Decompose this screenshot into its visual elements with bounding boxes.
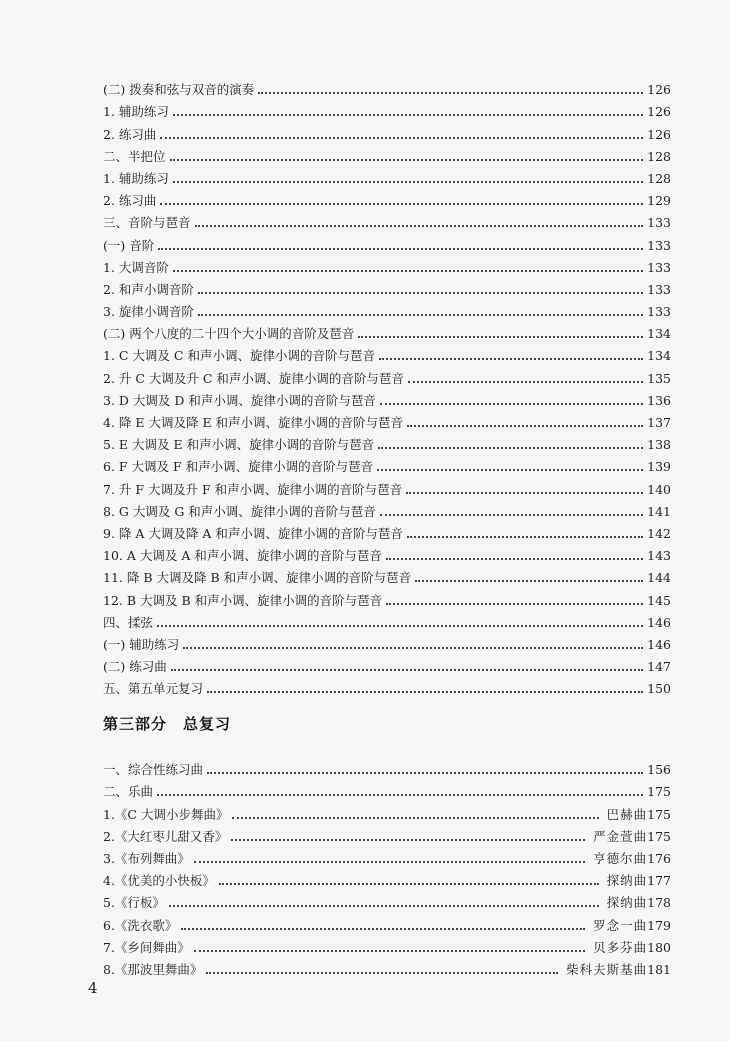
toc-entry-page: 137 — [647, 415, 671, 430]
toc-entry-label: 1. 辅助练习 — [103, 104, 169, 120]
toc-entry — [103, 209, 671, 231]
toc-entry-label: 5. E 大调及 E 和声小调、旋律小调的音阶与琶音 — [103, 437, 375, 453]
dot-leader — [198, 291, 643, 294]
toc-entry — [103, 586, 671, 608]
dot-leader — [358, 335, 643, 338]
toc-part-two — [103, 756, 671, 978]
toc-entry-page: 126 — [647, 82, 671, 98]
toc-entry-label: 二、乐曲 — [103, 784, 154, 800]
toc-entry-label: 5.《行板》 — [103, 895, 165, 911]
toc-entry — [103, 675, 671, 697]
dot-leader — [377, 468, 643, 471]
toc-entry-label: 1. 辅助练习 — [103, 170, 169, 186]
toc-entry-label: 1.《C 大调小步舞曲》 — [103, 806, 229, 822]
dot-leader — [181, 927, 585, 930]
toc-entry-page: 180 — [647, 939, 671, 955]
dot-leader — [407, 535, 643, 538]
toc-part-one — [103, 76, 671, 697]
dot-leader — [219, 882, 599, 885]
toc-entry-page: 133 — [647, 304, 671, 320]
toc-entry-label: 2.《大红枣儿甜又香》 — [103, 828, 228, 844]
toc-entry-composer: 亨德尔曲 — [593, 850, 648, 866]
toc-entry-label: 10. A 大调及 A 和声小调、旋律小调的音阶与琶音 — [103, 548, 382, 564]
dot-leader — [408, 380, 643, 383]
toc-entry-page: 179 — [647, 917, 671, 933]
toc-entry-label: 7. 升 F 大调及升 F 和声小调、旋律小调的音阶与琶音 — [103, 481, 403, 497]
toc-entry-composer: 探纳曲 — [606, 873, 648, 889]
dot-leader — [157, 793, 643, 796]
dot-leader — [171, 668, 643, 671]
toc-entry-page: 150 — [647, 681, 671, 697]
dot-leader — [407, 424, 643, 427]
toc-entry — [103, 564, 671, 586]
toc-entry-label: (一) 辅助练习 — [103, 636, 180, 652]
dot-leader — [380, 513, 643, 516]
toc-entry-label: (一) 音阶 — [103, 237, 155, 253]
toc-entry — [103, 653, 671, 675]
toc-entry — [103, 342, 671, 364]
dot-leader — [173, 180, 643, 183]
toc-entry — [103, 276, 671, 298]
toc-entry-page: 142 — [647, 525, 671, 541]
toc-entry — [103, 956, 671, 978]
toc-entry-page: 128 — [647, 170, 671, 186]
toc-entry-label: (二) 练习曲 — [103, 659, 167, 675]
dot-leader — [386, 557, 643, 560]
toc-entry-label: (二) 拨奏和弦与双音的演奏 — [103, 82, 255, 98]
toc-entry-page: 136 — [647, 392, 671, 408]
dot-leader — [207, 771, 643, 774]
toc-entry-label: 2. 升 C 大调及升 C 和声小调、旋律小调的音阶与琶音 — [103, 370, 404, 386]
toc-entry — [103, 120, 671, 142]
toc-entry — [103, 934, 671, 956]
toc-entry-page: 135 — [647, 370, 671, 386]
toc-entry — [103, 431, 671, 453]
toc-entry-label: 12. B 大调及 B 和声小调、旋律小调的音阶与琶音 — [103, 592, 383, 608]
toc-entry-page: 177 — [647, 873, 671, 889]
toc-entry — [103, 364, 671, 386]
toc-entry-page: 134 — [647, 348, 671, 364]
dot-leader — [194, 949, 585, 952]
toc-entry-page: 143 — [647, 548, 671, 564]
toc-entry-label: 4. 降 E 大调及降 E 和声小调、旋律小调的音阶与琶音 — [103, 415, 404, 430]
toc-entry — [103, 76, 671, 98]
toc-entry — [103, 609, 671, 631]
page-number: 4 — [88, 979, 98, 997]
toc-entry — [103, 165, 671, 187]
toc-entry-composer: 贝多芬曲 — [593, 939, 648, 955]
toc-entry-label: 6.《洗衣歌》 — [103, 917, 178, 933]
toc-entry-page: 126 — [647, 126, 671, 142]
toc-entry-label: 9. 降 A 大调及降 A 和声小调、旋律小调的音阶与琶音 — [103, 525, 403, 541]
dot-leader — [206, 971, 558, 974]
toc-entry-page: 141 — [647, 503, 671, 519]
toc-entry-label: 11. 降 B 大调及降 B 和声小调、旋律小调的音阶与琶音 — [103, 570, 412, 586]
toc-entry-page: 138 — [647, 437, 671, 453]
toc-entry-page: 178 — [647, 895, 671, 911]
toc-entry-composer: 探纳曲 — [606, 895, 648, 911]
dot-leader — [183, 646, 643, 649]
toc-entry-page: 140 — [647, 481, 671, 497]
toc-entry-page: 175 — [647, 806, 671, 822]
toc-entry-label: 2. 练习曲 — [103, 193, 157, 209]
toc-entry-page: 181 — [647, 961, 671, 977]
dot-leader — [160, 202, 643, 205]
toc-entry — [103, 409, 671, 431]
toc-entry — [103, 254, 671, 276]
dot-leader — [207, 690, 643, 693]
toc-entry-label: 3.《布列舞曲》 — [103, 850, 190, 866]
dot-leader — [378, 446, 643, 449]
dot-leader — [169, 904, 599, 907]
toc-entry — [103, 800, 671, 822]
toc-entry — [103, 520, 671, 542]
toc-entry-page: 175 — [647, 828, 671, 844]
toc-entry-label: 四、揉弦 — [103, 614, 154, 630]
toc-entry-label: 2. 练习曲 — [103, 126, 157, 142]
dot-leader — [157, 624, 643, 627]
toc-entry-label: 4.《优美的小快板》 — [103, 873, 215, 889]
toc-entry — [103, 778, 671, 800]
dot-leader — [160, 136, 643, 139]
toc-entry-composer: 柴科夫斯基曲 — [566, 961, 648, 977]
toc-entry-composer: 巴赫曲 — [606, 806, 648, 822]
dot-leader — [173, 113, 643, 116]
toc-entry-page: 175 — [647, 784, 671, 800]
toc-entry-label: 8. G 大调及 G 和声小调、旋律小调的音阶与琶音 — [103, 503, 376, 519]
toc-entry — [103, 867, 671, 889]
toc-entry — [103, 542, 671, 564]
toc-entry-page: 129 — [647, 193, 671, 209]
toc-entry-page: 134 — [647, 326, 671, 342]
toc-entry-page: 145 — [647, 592, 671, 608]
toc-entry-label: 2. 和声小调音阶 — [103, 281, 194, 297]
toc-entry-label: (二) 两个八度的二十四个大小调的音阶及琶音 — [103, 326, 355, 342]
dot-leader — [170, 158, 644, 161]
toc-entry — [103, 475, 671, 497]
toc-entry — [103, 143, 671, 165]
toc-entry-label: 1. 大调音阶 — [103, 259, 169, 275]
toc-entry — [103, 498, 671, 520]
toc-entry-page: 128 — [647, 148, 671, 164]
dot-leader — [198, 313, 643, 316]
toc-entry-label: 3. 旋律小调音阶 — [103, 304, 194, 320]
toc-entry — [103, 187, 671, 209]
dot-leader — [173, 269, 643, 272]
toc-entry — [103, 631, 671, 653]
toc-entry — [103, 756, 671, 778]
toc-entry — [103, 98, 671, 120]
toc-entry — [103, 387, 671, 409]
toc-entry — [103, 231, 671, 253]
section-title: 第三部分 总复习 — [103, 715, 232, 733]
toc-entry — [103, 453, 671, 475]
toc-entry-label: 8.《那波里舞曲》 — [103, 961, 203, 977]
toc-entry-page: 126 — [647, 104, 671, 120]
toc-entry-label: 五、第五单元复习 — [103, 681, 204, 697]
toc-entry-page: 146 — [647, 636, 671, 652]
toc-entry-page: 133 — [647, 237, 671, 253]
dot-leader — [195, 224, 644, 227]
toc-entry-page: 176 — [647, 850, 671, 866]
toc-entry-label: 二、半把位 — [103, 148, 166, 164]
dot-leader — [232, 816, 598, 819]
dot-leader — [379, 357, 643, 360]
toc-entry-composer: 罗念一曲 — [593, 917, 648, 933]
toc-entry — [103, 889, 671, 911]
dot-leader — [194, 860, 585, 863]
toc-entry-page: 146 — [647, 614, 671, 630]
toc-entry-label: 6. F 大调及 F 和声小调、旋律小调的音阶与琶音 — [103, 459, 374, 475]
dot-leader — [415, 579, 643, 582]
toc-entry — [103, 298, 671, 320]
toc-entry-label: 三、音阶与琶音 — [103, 215, 191, 231]
dot-leader — [406, 491, 643, 494]
toc-entry — [103, 911, 671, 933]
toc-entry-page: 156 — [647, 762, 671, 778]
toc-entry-page: 133 — [647, 259, 671, 275]
toc-entry-label: 3. D 大调及 D 和声小调、旋律小调的音阶与琶音 — [103, 392, 376, 408]
toc-entry-page: 147 — [647, 659, 671, 675]
toc-entry-page: 133 — [647, 281, 671, 297]
dot-leader — [386, 602, 643, 605]
toc-entry-label: 一、综合性练习曲 — [103, 762, 204, 778]
toc-entry-page: 144 — [647, 570, 671, 586]
toc-entry-composer: 严金萱曲 — [593, 828, 648, 844]
toc-entry — [103, 823, 671, 845]
toc-entry-label: 7.《乡间舞曲》 — [103, 939, 190, 955]
dot-leader — [158, 247, 643, 250]
dot-leader — [231, 838, 585, 841]
toc-entry — [103, 845, 671, 867]
toc-entry — [103, 320, 671, 342]
dot-leader — [380, 402, 643, 405]
toc-entry-label: 1. C 大调及 C 和声小调、旋律小调的音阶与琶音 — [103, 348, 375, 364]
toc-entry-page: 133 — [647, 215, 671, 231]
toc-entry-page: 139 — [647, 459, 671, 475]
dot-leader — [258, 91, 643, 94]
